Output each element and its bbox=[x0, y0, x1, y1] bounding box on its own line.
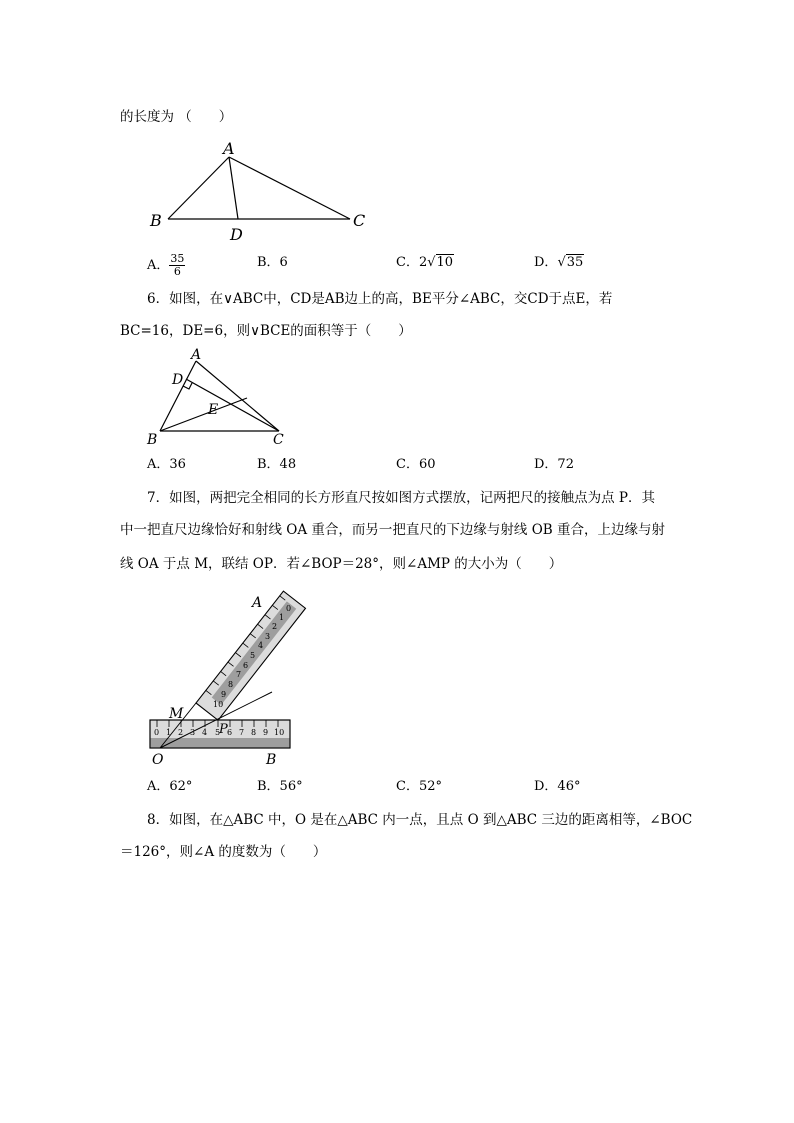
q6-label-a: A bbox=[191, 347, 202, 363]
q5-label-a: A bbox=[223, 139, 235, 158]
q5-option-c-label: C．2 bbox=[396, 255, 428, 270]
q7-slanted-tick-0: 0 bbox=[286, 604, 292, 613]
q8-text-line-1: 8．如图，在△ABC 中，O 是在△ABC 内一点，且点 O 到△ABC 三边的距离相等，∠BOC bbox=[147, 812, 693, 828]
q5-option-d: D．√35 bbox=[534, 255, 584, 270]
q5-option-a-label: A． bbox=[147, 258, 170, 273]
q7-horizontal-tick-10: 10 bbox=[274, 728, 285, 737]
q7-slanted-tick-3: 3 bbox=[265, 632, 271, 641]
q6-label-b: B bbox=[147, 432, 158, 448]
q5-option-c-radicand: 10 bbox=[436, 255, 454, 270]
q7-text-line-2: 中一把直尺边缘恰好和射线 OA 重合，而另一把直尺的下边缘与射线 OB 重合，上边缘与射 bbox=[120, 522, 665, 538]
q7-slanted-tick-9: 9 bbox=[221, 690, 227, 699]
q5-label-c: C bbox=[353, 211, 366, 230]
q5-question-tail: 的长度为 （ ） bbox=[120, 109, 233, 125]
q7-horizontal-tick-6: 6 bbox=[227, 728, 233, 737]
q5-option-a-numerator: 35 bbox=[170, 252, 185, 265]
q5-option-b: B．6 bbox=[257, 255, 288, 270]
q5-option-d-label: D． bbox=[534, 255, 558, 270]
q7-label-p: P bbox=[219, 722, 228, 737]
q7-option-a: A．62° bbox=[147, 779, 193, 794]
q8-text-line-2: ＝126°，则∠A 的度数为（ ） bbox=[120, 844, 327, 860]
q7-option-b: B．56° bbox=[257, 779, 303, 794]
q5-option-c: C．2√10 bbox=[396, 255, 454, 270]
q7-horizontal-tick-8: 8 bbox=[251, 728, 257, 737]
q7-horizontal-tick-0: 0 bbox=[154, 728, 160, 737]
q6-label-c: C bbox=[273, 432, 284, 448]
q7-label-a: A bbox=[252, 595, 263, 611]
q7-slanted-tick-8: 8 bbox=[228, 680, 234, 689]
q7-slanted-tick-6: 6 bbox=[243, 661, 249, 670]
q6-option-b: B．48 bbox=[257, 457, 297, 472]
q7-slanted-tick-4: 4 bbox=[258, 641, 264, 650]
q7-horizontal-tick-2: 2 bbox=[178, 728, 184, 737]
q7-horizontal-tick-1: 1 bbox=[166, 728, 172, 737]
q5-label-d: D bbox=[230, 225, 243, 244]
q7-horizontal-tick-9: 9 bbox=[263, 728, 269, 737]
q7-slanted-tick-1: 1 bbox=[279, 613, 285, 622]
q5-option-d-radicand: 35 bbox=[566, 255, 584, 270]
q5-label-b: B bbox=[150, 211, 162, 230]
q6-text-line-2: BC=16，DE=6，则∨BCE的面积等于（ ） bbox=[120, 323, 412, 339]
q6-option-d: D．72 bbox=[534, 457, 574, 472]
q7-slanted-tick-7: 7 bbox=[236, 670, 242, 679]
q7-label-m: M bbox=[169, 706, 184, 722]
q7-horizontal-tick-5: 5 bbox=[215, 728, 221, 737]
q7-text-line-3: 线 OA 于点 M，联结 OP．若∠BOP＝28°，则∠AMP 的大小为（ ） bbox=[120, 556, 563, 572]
q5-option-a-denominator: 6 bbox=[173, 265, 181, 278]
q7-text-line-1: 7．如图，两把完全相同的长方形直尺按如图方式摆放，记两把尺的接触点为点 P．其 bbox=[147, 490, 655, 506]
q7-label-o: O bbox=[152, 752, 164, 768]
q7-option-c: C．52° bbox=[396, 779, 442, 794]
q7-option-d: D．46° bbox=[534, 779, 581, 794]
q6-text-line-1: 6．如图，在∨ABC中，CD是AB边上的高，BE平分∠ABC，交CD于点E，若 bbox=[147, 291, 613, 307]
q6-option-c: C．60 bbox=[396, 457, 436, 472]
q7-horizontal-tick-4: 4 bbox=[202, 728, 208, 737]
q7-slanted-tick-5: 5 bbox=[250, 651, 256, 660]
q7-horizontal-tick-3: 3 bbox=[190, 728, 196, 737]
q6-option-a: A．36 bbox=[147, 457, 186, 472]
q7-slanted-tick-2: 2 bbox=[272, 622, 278, 631]
q7-slanted-tick-10: 10 bbox=[213, 700, 224, 709]
q6-label-e: E bbox=[208, 402, 219, 418]
q7-label-b: B bbox=[266, 752, 277, 768]
q6-label-d: D bbox=[172, 372, 184, 388]
q7-horizontal-tick-7: 7 bbox=[239, 728, 245, 737]
